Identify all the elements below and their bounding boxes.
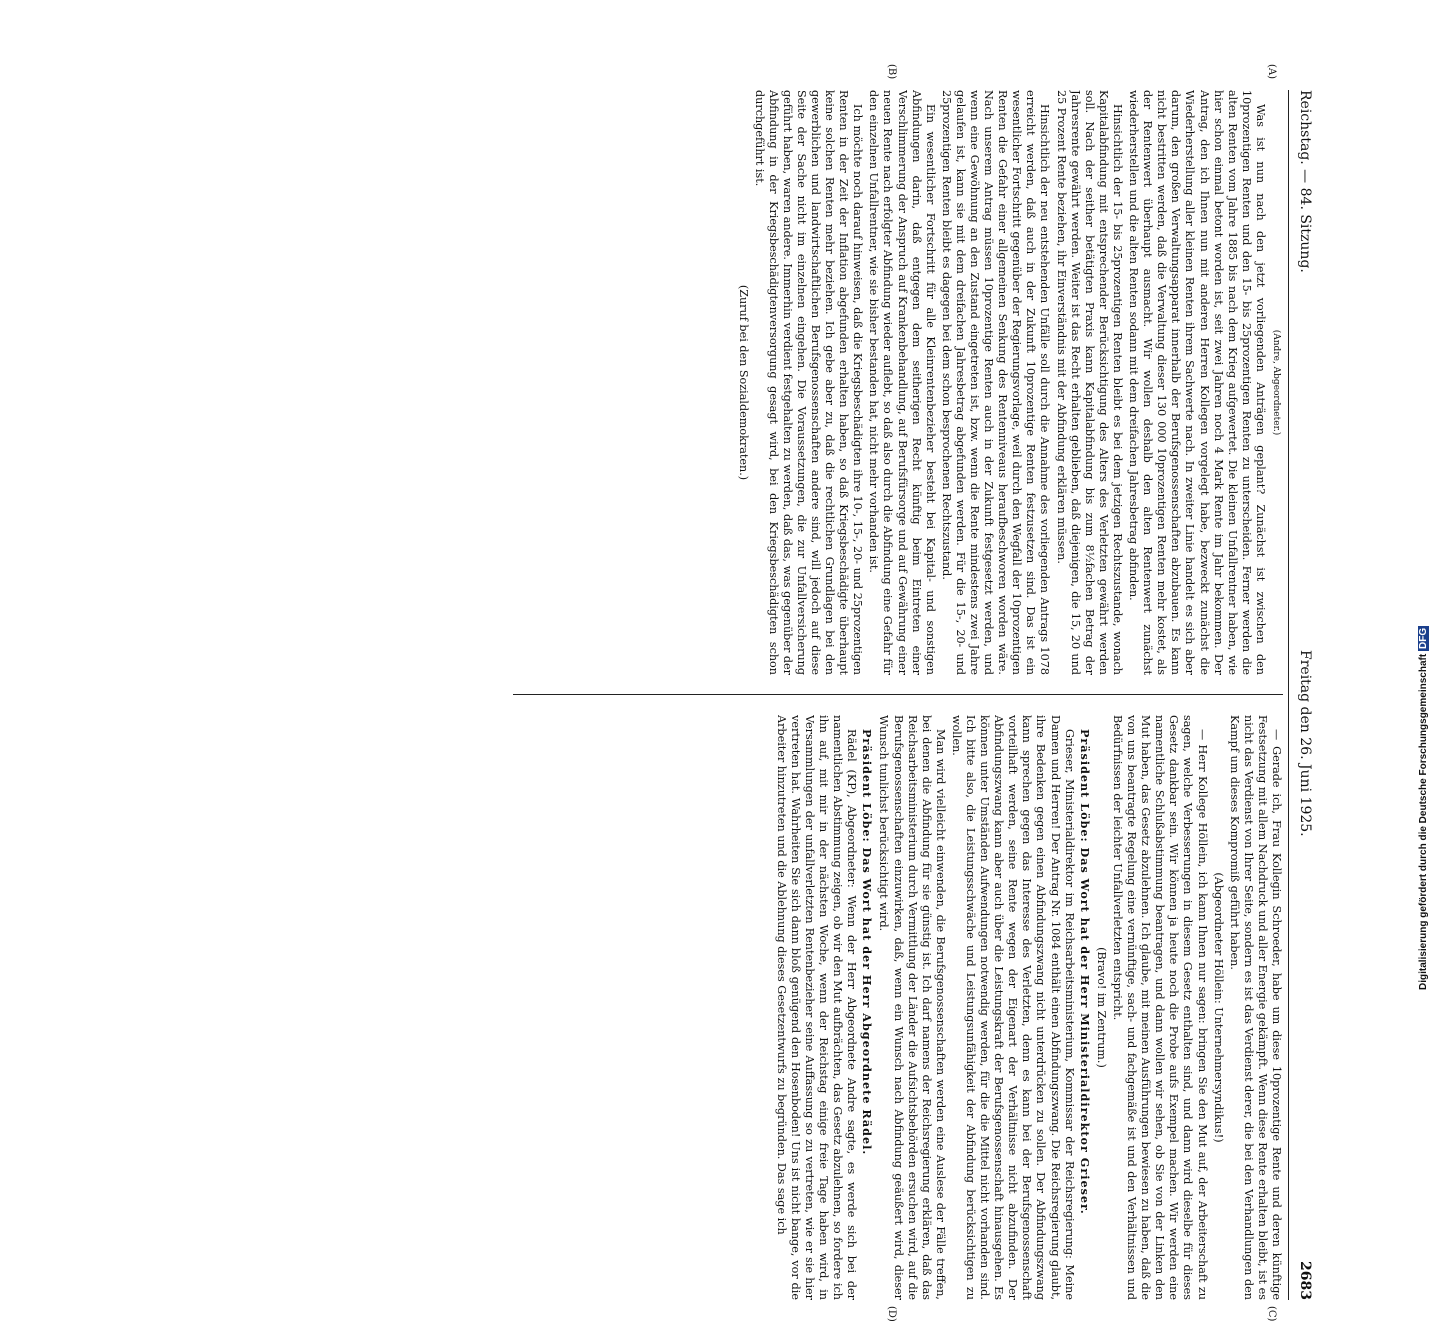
paragraph: — Herr Kollege Höllein, ich kann Ihnen nur sagen: bringen Sie den Mut auf, der Arbeiterschaft zu sagen, welche Verbesserungen in diesem Gesetz enthalten sind, und dann wird dieselbe für dieses Gesetz dankbar sein. Wir können ja heute noch die Probe aufs Exempel machen. Wir werden eine namentliche Schlußabstimmung beantragen, und dann wollen wir sehen, ob Sie von der Linken den Mut haben, das Gesetz abzulehnen. Ich glaube, mit meinen Ausführungen bewiesen zu haben, daß die von uns beantragte Regelung eine vernünftige, sach- und fachgemäße ist und den Verhältnissen und Bedürfnissen der leichter Unfallverletzten entspricht. xyxy=(1110,715,1209,1300)
paragraph: Man wird vielleicht einwenden, die Berufsgenossenschaften werden eine Auslese der Fälle treffen, bei denen die Abfindung für sie günstig ist. Ich darf namens der Reichsregierung erklären, daß das Reichsarbeitsministerium durch Vermittlung der Länder die Aufsichtsbehörden ersuchen wird, auf die Berufsgenossenschaften einzuwirken, daß, wenn ein Wunsch nach Abfindung geäußert wird, dieser Wunsch tunlichst berücksichtigt wird. xyxy=(877,715,947,1300)
paragraph: Rädel (KP), Abgeordneter: Wenn der Herr Abgeordnete Andre sagte, es werde sich bei der namentlichen Abstimmung zeigen, ob wir den Mut aufbrächten, das Gesetz abzulehnen, so fordere ich ihn auf, mit mir in der nächsten Woche, wenn der Reichstag einige freie Tage haben wird, in Versammlungen der unfallverletzten Rentenbezieher seine Auffassung so zu vertreten, wie er sie hier vertreten hat. Wahrheiten Sie sich dann bloß genügend den Hosenboden! Uns ist nicht bange, vor die Arbeiter hinzutreten und die Ablehnung dieses Gesetzentwurfs zu begründen. Das sage ich xyxy=(774,715,859,1300)
interjection: (Zuruf bei den Sozialdemokraten.) xyxy=(736,284,750,481)
interjection: (Abgeordneter Höllein: Unternehmersyndikus!) xyxy=(1211,872,1225,1143)
paragraph: Was ist nun nach den jetzt vorliegenden Anträgen geplant? Zunächst ist zwischen den 10prozentigen Renten und den 15- bis 25prozentigen Renten zu unterscheiden. Ferner werden die alten Renten vom Jahre 1885 bis nach dem Krieg aufgewertet. Die kleinen Unfallrentner haben, wie hier schon einmal betont worden ist, seit zwei Jahren noch 4 Mark Rente im Jahr bekommen. Der Antrag, den ich Ihnen nun mit anderen Herren Kollegen vorgelegt habe, bezweckt zunächst die Wiederherstellung aller kleinen Renten ihrem Sachwerte nach. In zweiter Linie handelt es sich aber darum, den großen Verwaltungsapparat innerhalb der Berufsgenossenschaften abzubauen. Es kann nicht bestritten werden, daß die Verwaltung dieser 130 000 10prozentigen Renten mehr kostet, als der Rentenwert überhaupt ausmacht. Wir wollen deshalb den alten Rentenwert zunächst wiederherstellen und die alten Renten sodann mit dem dreifachen Jahresbetrag abfinden. xyxy=(1127,90,1267,675)
header-left: Reichstag. — 84. Sitzung. xyxy=(1297,90,1313,273)
paragraph: Ich möchte noch darauf hinweisen, daß die Kriegsbeschädigten ihre 10-, 15-, 20- und 25prozentigen Renten in der Zeit der Inflation abgefunden erhalten haben, so daß Kriegsbeschädigte überhaupt keine solchen Renten mehr beziehen. Ich gebe aber zu, daß die rechtlichen Grundlagen bei den gewerblichen und landwirtschaftlichen Berufsgenossenschaften andere sind, will jedoch auf diese Seite der Sache nicht im einzelnen eingehen. Die Voraussetzungen, die zur Unfallversicherung geführt haben, waren andere. Immerhin verdient festgehalten zu werden, daß das, was gegenüber der Abfindung in der Kriegsbeschädigtenversorgung gesagt wird, bei den Kriegsbeschädigten schon durchgeführt ist. xyxy=(752,90,865,675)
paragraph: Grieser, Ministerialdirektor im Reichsarbeitsministerium, Kommissar der Reichsregierung: Meine Damen und Herren! Der Antrag Nr. 1084 enthält einen Abfindungszwang. Die Reichsregierung glaubt, ihre Bedenken gegen einen Abfindungszwang nicht unterdrücken zu sollen. Der Abfindungszwang kann sprechen gegen das Interesse des Verletzten, denn es kann bei der Berufsgenossenschaft vorteilhaft werden, seine Rente wegen der Eigenart der Verhältnisse nicht abzufinden. Der Abfindungszwang kann aber auch über die Leistungskraft der Berufsgenossenschaft hinausgehen. Es können unter Umständen Aufwendungen notwendig werden, für die die Mittel nicht vorhanden sind. Ich bitte also, die Leistungsschwäche und Leistungsunfähigkeit der Abfindung berücksichtigen zu wollen. xyxy=(949,715,1076,1300)
margin-marker-c: (C) xyxy=(1266,1306,1277,1322)
page-number: 2683 xyxy=(1297,1261,1313,1300)
president-statement: Präsident Löbe: Das Wort hat der Herr Abgeordnete Rädel. xyxy=(860,729,875,1156)
speaker-intro: (Andre, Abgeordneter.) xyxy=(1271,329,1281,436)
paragraph: Hinsichtlich der neu entstehenden Unfälle soll durch die Annahme des vorliegenden Antrags 1078 erreicht werden, daß auch in der Zukunft 10prozentige Renten festzusetzen sind. Das ist ein wesentlicher Fortschritt gegenüber der Regierungsvorlage, weil durch den Wegfall der 10prozentigen Renten die Gefahr einer allgemeinen Senkung des Rentenniveaus heraufbeschworen worden wäre. Nach unserem Antrag müssen 10prozentige Renten auch in der Zukunft festgesetzt werden, und wenn eine Gewöhnung an den Zustand eingetreten ist, bzw. wenn die Rente mindestens zwei Jahre gelaufen ist, kann sie mit dem dreifachen Jahresbetrag abgefunden werden. Für die 15-, 20- und 25prozentigen Renten bleibt es dagegen bei dem schon besprochenen Rechtszustand. xyxy=(939,90,1052,675)
digitization-sidebar xyxy=(1418,0,1434,1000)
rotated-page-content xyxy=(107,64,1317,1322)
president-statement: Präsident Löbe: Das Wort hat der Herr Ministerialdirektor Grieser. xyxy=(1077,729,1092,1215)
paragraph: Hinsichtlich der 15- bis 25prozentigen Renten bleibt es bei dem jetzigen Rechtszustande, wonach Kapitalabfindung mit entsprechender Berücksichtigung des Alters des Verletzten gewährt werden soll. Nach der seither betätigten Praxis kann Kapitalabfindung bis zum 8½fachen Betrag der Jahresrente gewährt werden. Weiter ist das Recht erhalten geblieben, daß diejenigen, die 15, 20 und 25 Prozent Rente beziehen, ihr Einverständnis mit der Abfindung erklären müssen. xyxy=(1054,90,1124,675)
margin-marker-d: (D) xyxy=(886,1306,897,1322)
sidebar-text: Digitalisierung gefördert durch die Deutsche Forschungsgemeinschaft xyxy=(1418,653,1429,990)
paragraph: Ein wesentlicher Fortschritt für alle Kleinrentenbezieher besteht bei Kapital- und sonstigen Abfindungen darin, daß entgegen dem seitherigen Recht künftig beim Eintreten einer Verschlimmerung der Anspruch auf Krankenbehandlung, auf Berufsfürsorge und auf Gewährung einer neuen Rente nach erfolgter Abfindung wieder auflebt, so daß also durch die Abfindung eine Gefahr für den einzelnen Unfallrentner, wie sie bisher bestanden hat, nicht mehr vorhanden ist. xyxy=(867,90,937,675)
column-left xyxy=(513,90,1283,675)
dfg-logo: DFG xyxy=(1418,627,1429,650)
applause: (Bravo! im Zentrum.) xyxy=(1094,947,1108,1068)
page-header xyxy=(1291,90,1317,1300)
margin-marker-b: (B) xyxy=(886,64,897,80)
header-date: Freitag den 26. Juni 1925. xyxy=(1297,650,1313,837)
column-right xyxy=(513,715,1283,1300)
margin-marker-a: (A) xyxy=(1266,64,1277,80)
header-rule xyxy=(1288,90,1289,1300)
column-divider xyxy=(513,694,1283,695)
paragraph: — Gerade ich, Frau Kollegin Schroeder, habe um diese 10prozentige Rente und deren künftige Festsetzung mit allem Nachdruck und aller Energie gekämpft. Wenn diese Rente erhalten bleibt, ist es nicht das Verdienst von Ihrer Seite, sondern es ist das Verdienst derer, die bei den Verhandlungen den Kampf um dieses Kompromiß geführt haben. xyxy=(1227,715,1283,1300)
